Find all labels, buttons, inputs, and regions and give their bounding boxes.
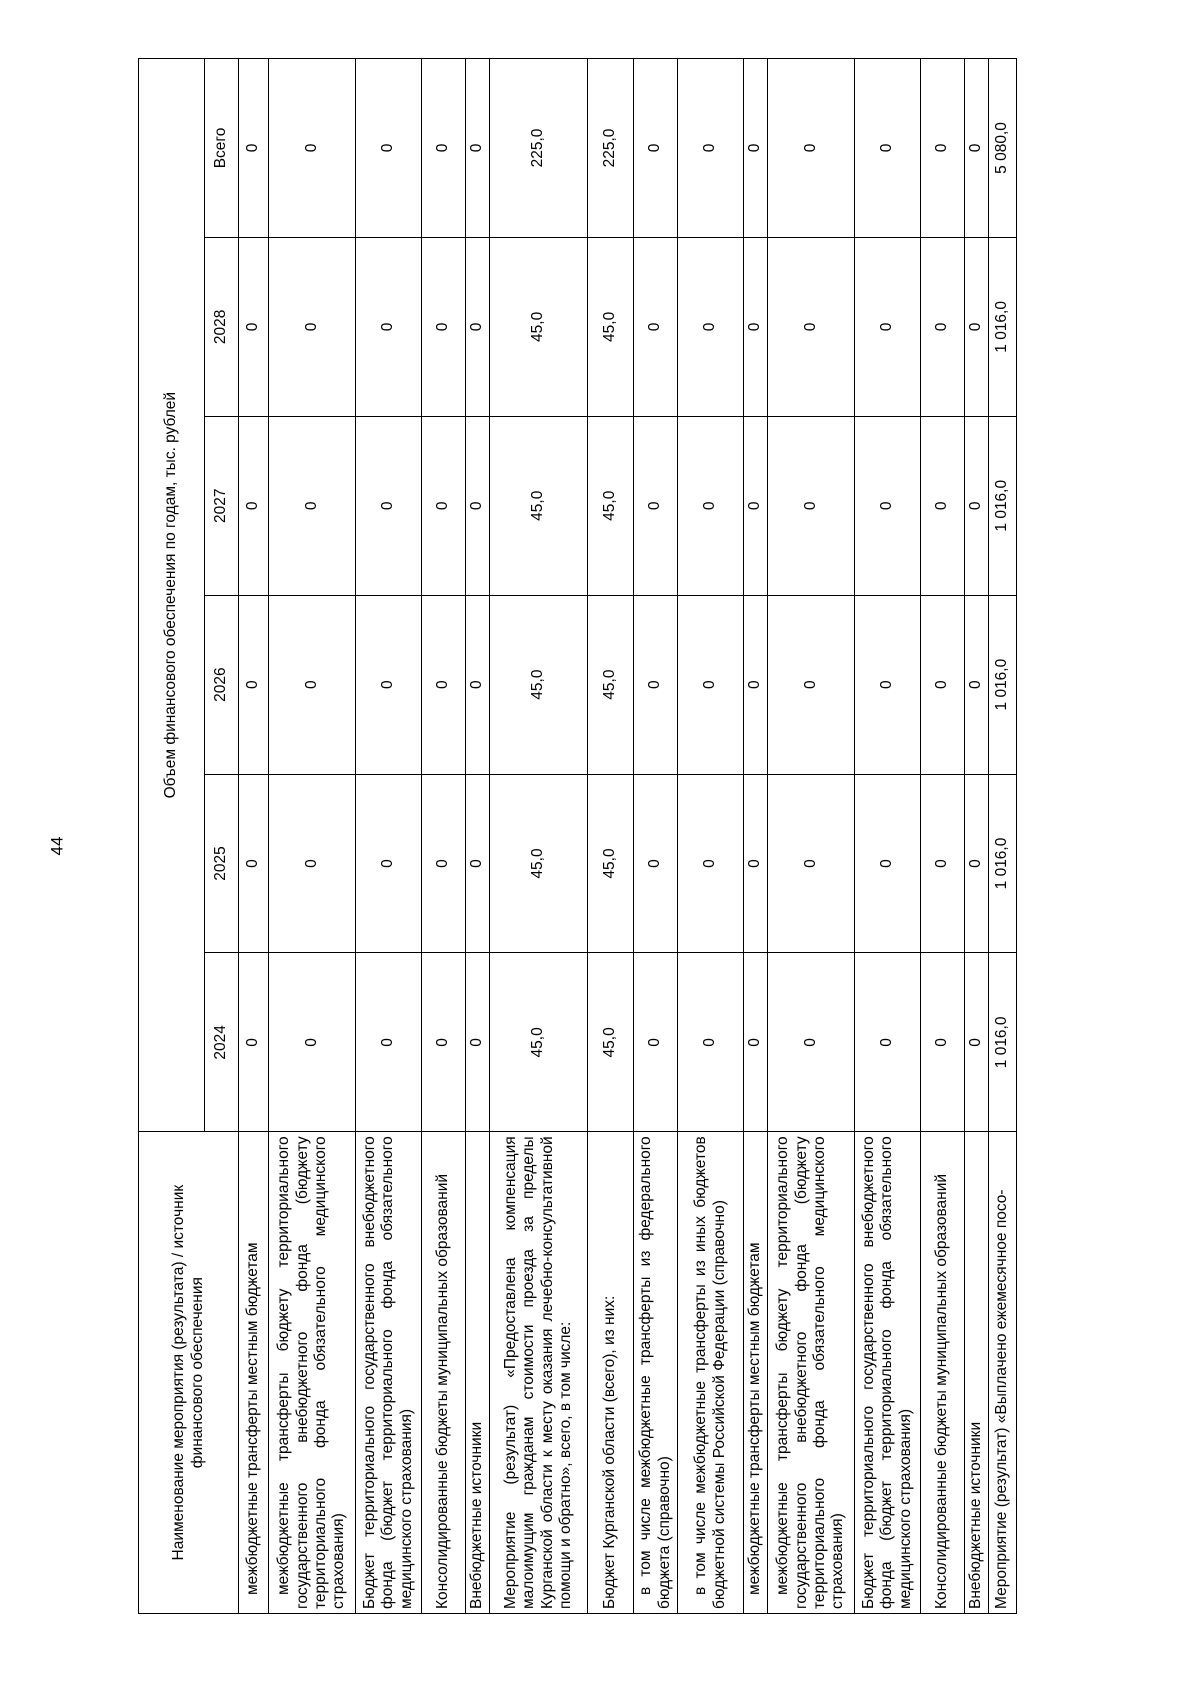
cell-value: 0	[855, 237, 921, 416]
cell-value: 1 016,0	[989, 595, 1017, 774]
cell-value: 45,0	[490, 595, 588, 774]
page-number: 44	[47, 836, 67, 856]
cell-value: 45,0	[588, 953, 634, 1132]
table-row	[356, 59, 422, 1614]
cell-value: 225,0	[490, 59, 588, 238]
row-name: Мероприятие (результат) «Предоставлена компенсация малоимущим гражданам стоимости проезда за пределы Курганской области к месту оказания лечебно-консультативной помощи и обратно», всего, в том числе:	[490, 1132, 588, 1614]
cell-value: 0	[744, 237, 768, 416]
row-name: межбюджетные трансферты местным бюджетам	[239, 1132, 269, 1614]
total-header: Всего	[205, 59, 239, 238]
cell-value: 0	[239, 416, 269, 595]
cell-value: 0	[634, 595, 678, 774]
cell-value: 0	[239, 953, 269, 1132]
row-name: в том числе межбюджетные трансферты из иных бюджетов бюджетной системы Российской Федерации (справочно)	[678, 1132, 744, 1614]
cell-value: 225,0	[588, 59, 634, 238]
cell-value: 0	[678, 595, 744, 774]
cell-value: 0	[269, 953, 356, 1132]
year-header: 2025	[205, 774, 239, 953]
cell-value: 0	[965, 416, 989, 595]
cell-value: 0	[678, 237, 744, 416]
cell-value: 0	[269, 595, 356, 774]
cell-value: 0	[356, 237, 422, 416]
cell-value: 1 016,0	[989, 774, 1017, 953]
row-name: Бюджет территориального государственного внебюджетного фонда (бюджет территориального фонда обязательного медицинского страхования)	[855, 1132, 921, 1614]
cell-value: 0	[466, 953, 490, 1132]
cell-value: 0	[634, 59, 678, 238]
cell-value: 0	[422, 237, 466, 416]
row-name: межбюджетные трансферты бюджету территориального государственного внебюджетного фонда (бюджету территориального фонда обязательного медицинского страхования)	[269, 1132, 356, 1614]
cell-value: 1 016,0	[989, 237, 1017, 416]
cell-value: 0	[422, 774, 466, 953]
cell-value: 0	[965, 595, 989, 774]
cell-value: 0	[269, 59, 356, 238]
table-row	[921, 59, 965, 1614]
cell-value: 45,0	[490, 416, 588, 595]
cell-value: 5 080,0	[989, 59, 1017, 238]
cell-value: 0	[768, 416, 855, 595]
cell-value: 0	[634, 237, 678, 416]
cell-value: 0	[466, 59, 490, 238]
cell-value: 45,0	[588, 416, 634, 595]
year-header: 2027	[205, 416, 239, 595]
cell-value: 0	[855, 59, 921, 238]
cell-value: 0	[269, 774, 356, 953]
cell-value: 0	[744, 774, 768, 953]
cell-value: 0	[356, 59, 422, 238]
year-header: 2028	[205, 237, 239, 416]
row-name: Внебюджетные источники	[466, 1132, 490, 1614]
cell-value: 0	[965, 774, 989, 953]
cell-value: 0	[965, 59, 989, 238]
rotated-page	[138, 58, 1017, 1614]
cell-value: 0	[422, 416, 466, 595]
row-name: Консолидированные бюджеты муниципальных образований	[422, 1132, 466, 1614]
cell-value: 45,0	[490, 237, 588, 416]
cell-value: 0	[855, 416, 921, 595]
cell-value: 0	[768, 237, 855, 416]
table-row	[269, 59, 356, 1614]
cell-value: 1 016,0	[989, 953, 1017, 1132]
cell-value: 0	[678, 59, 744, 238]
cell-value: 0	[239, 237, 269, 416]
cell-value: 0	[744, 953, 768, 1132]
table-row	[588, 59, 634, 1614]
row-name: в том числе межбюджетные трансферты из федерального бюджета (справочно)	[634, 1132, 678, 1614]
cell-value: 0	[356, 416, 422, 595]
cell-value: 45,0	[490, 774, 588, 953]
table-row	[239, 59, 269, 1614]
cell-value: 0	[466, 595, 490, 774]
cell-value: 0	[634, 416, 678, 595]
cell-value: 0	[921, 416, 965, 595]
table-row	[768, 59, 855, 1614]
cell-value: 45,0	[588, 595, 634, 774]
cell-value: 0	[921, 59, 965, 238]
table-row	[678, 59, 744, 1614]
cell-value: 0	[678, 953, 744, 1132]
cell-value: 0	[678, 416, 744, 595]
table-row	[466, 59, 490, 1614]
row-name: межбюджетные трансферты местным бюджетам	[744, 1132, 768, 1614]
cell-value: 0	[422, 595, 466, 774]
cell-value: 0	[744, 59, 768, 238]
row-name: Внебюджетные источники	[965, 1132, 989, 1614]
cell-value: 0	[356, 595, 422, 774]
cell-value: 0	[744, 595, 768, 774]
table-row	[989, 59, 1017, 1614]
name-column-header: Наименование мероприятия (результата) / источник финансового обеспечения	[139, 1132, 239, 1614]
table-row	[634, 59, 678, 1614]
row-name: Бюджет территориального государственного внебюджетного фонда (бюджет территориального фонда обязательного медицинского страхования)	[356, 1132, 422, 1614]
table-row	[744, 59, 768, 1614]
cell-value: 0	[965, 237, 989, 416]
cell-value: 0	[634, 953, 678, 1132]
cell-value: 0	[855, 595, 921, 774]
cell-value: 0	[239, 774, 269, 953]
year-header: 2026	[205, 595, 239, 774]
volume-header: Объем финансового обеспечения по годам, тыс. рублей	[139, 59, 205, 1132]
cell-value: 0	[768, 59, 855, 238]
cell-value: 45,0	[588, 774, 634, 953]
cell-value: 1 016,0	[989, 416, 1017, 595]
cell-value: 0	[678, 774, 744, 953]
cell-value: 0	[855, 953, 921, 1132]
financing-table	[138, 58, 1017, 1614]
cell-value: 45,0	[490, 953, 588, 1132]
cell-value: 0	[921, 774, 965, 953]
cell-value: 0	[269, 416, 356, 595]
row-name: Мероприятие (результат) «Выплачено ежемесячное посо-	[989, 1132, 1017, 1614]
cell-value: 0	[768, 774, 855, 953]
cell-value: 0	[466, 237, 490, 416]
cell-value: 0	[269, 237, 356, 416]
table-row	[855, 59, 921, 1614]
cell-value: 0	[921, 595, 965, 774]
row-name: межбюджетные трансферты бюджету территориального государственного внебюджетного фонда (бюджету территориального фонда обязательного медицинского страхования)	[768, 1132, 855, 1614]
cell-value: 0	[921, 237, 965, 416]
cell-value: 0	[965, 953, 989, 1132]
cell-value: 0	[422, 59, 466, 238]
cell-value: 0	[466, 774, 490, 953]
row-name: Бюджет Курганской области (всего), из них:	[588, 1132, 634, 1614]
cell-value: 0	[466, 416, 490, 595]
table-row	[422, 59, 466, 1614]
cell-value: 0	[921, 953, 965, 1132]
cell-value: 0	[744, 416, 768, 595]
cell-value: 45,0	[588, 237, 634, 416]
cell-value: 0	[855, 774, 921, 953]
year-header: 2024	[205, 953, 239, 1132]
cell-value: 0	[239, 595, 269, 774]
row-name: Консолидированные бюджеты муниципальных образований	[921, 1132, 965, 1614]
cell-value: 0	[768, 595, 855, 774]
cell-value: 0	[356, 774, 422, 953]
cell-value: 0	[634, 774, 678, 953]
table-row	[965, 59, 989, 1614]
cell-value: 0	[422, 953, 466, 1132]
cell-value: 0	[239, 59, 269, 238]
cell-value: 0	[768, 953, 855, 1132]
table-row	[490, 59, 588, 1614]
cell-value: 0	[356, 953, 422, 1132]
